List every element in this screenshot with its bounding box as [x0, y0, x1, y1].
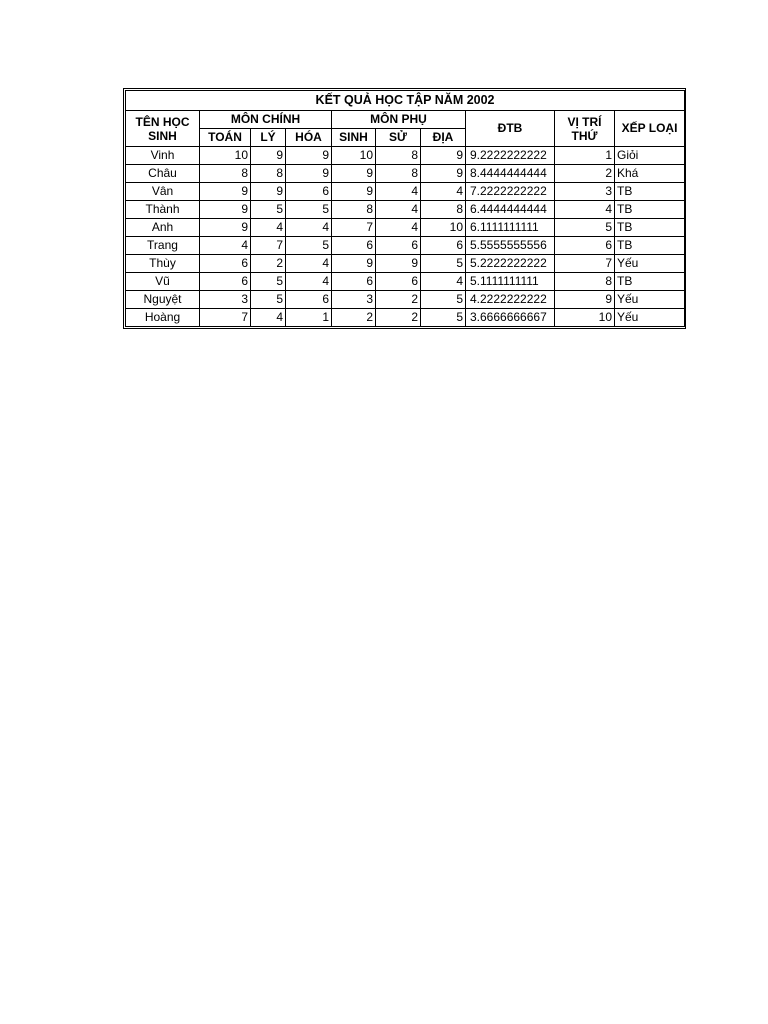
- cell-math: 9: [200, 201, 251, 219]
- cell-history: 6: [376, 273, 421, 291]
- cell-geography: 5: [421, 309, 466, 327]
- cell-average: 9.2222222222: [466, 147, 555, 165]
- cell-biology: 2: [332, 309, 376, 327]
- table-row: [126, 273, 685, 291]
- cell-physics: 4: [251, 309, 286, 327]
- cell-grade: Yếu: [615, 309, 685, 327]
- cell-rank: 10: [555, 309, 615, 327]
- header-student-name-line1: TÊN HỌC: [135, 114, 190, 129]
- cell-chemistry: 4: [286, 255, 332, 273]
- cell-average: 7.2222222222: [466, 183, 555, 201]
- header-grade: XẾP LOẠI: [615, 111, 685, 147]
- header-history: SỬ: [376, 129, 421, 147]
- cell-biology: 6: [332, 273, 376, 291]
- cell-grade: TB: [615, 237, 685, 255]
- cell-biology: 7: [332, 219, 376, 237]
- header-rank-line2: THỨ: [571, 128, 598, 143]
- cell-history: 2: [376, 291, 421, 309]
- cell-math: 7: [200, 309, 251, 327]
- cell-rank: 9: [555, 291, 615, 309]
- header-row-1: [126, 111, 685, 129]
- cell-biology: 9: [332, 183, 376, 201]
- cell-geography: 4: [421, 273, 466, 291]
- cell-name: Hoàng: [126, 309, 200, 327]
- cell-chemistry: 6: [286, 183, 332, 201]
- cell-physics: 7: [251, 237, 286, 255]
- table-row: [126, 201, 685, 219]
- cell-geography: 10: [421, 219, 466, 237]
- cell-rank: 6: [555, 237, 615, 255]
- cell-name: Anh: [126, 219, 200, 237]
- cell-history: 4: [376, 201, 421, 219]
- cell-chemistry: 9: [286, 165, 332, 183]
- title-row: [126, 91, 685, 111]
- cell-chemistry: 9: [286, 147, 332, 165]
- cell-name: Trang: [126, 237, 200, 255]
- cell-geography: 4: [421, 183, 466, 201]
- cell-rank: 4: [555, 201, 615, 219]
- header-geography: ĐỊA: [421, 129, 466, 147]
- table-row: [126, 255, 685, 273]
- cell-grade: TB: [615, 183, 685, 201]
- cell-average: 6.1111111111: [466, 219, 555, 237]
- table-title: KẾT QUẢ HỌC TẬP NĂM 2002: [126, 91, 685, 111]
- cell-grade: Yếu: [615, 291, 685, 309]
- cell-grade: Giỏi: [615, 147, 685, 165]
- header-chemistry: HÓA: [286, 129, 332, 147]
- header-student-name: [126, 111, 200, 147]
- cell-math: 9: [200, 219, 251, 237]
- cell-average: 3.6666666667: [466, 309, 555, 327]
- header-average: ĐTB: [466, 111, 555, 147]
- header-rank-line1: VỊ TRÍ: [567, 114, 602, 129]
- cell-average: 5.5555555556: [466, 237, 555, 255]
- cell-average: 6.4444444444: [466, 201, 555, 219]
- table-row: [126, 237, 685, 255]
- cell-geography: 9: [421, 147, 466, 165]
- cell-history: 8: [376, 147, 421, 165]
- cell-rank: 8: [555, 273, 615, 291]
- cell-geography: 5: [421, 255, 466, 273]
- results-table: [125, 90, 685, 327]
- cell-chemistry: 4: [286, 219, 332, 237]
- cell-history: 2: [376, 309, 421, 327]
- cell-biology: 6: [332, 237, 376, 255]
- cell-biology: 10: [332, 147, 376, 165]
- cell-grade: TB: [615, 219, 685, 237]
- cell-rank: 3: [555, 183, 615, 201]
- cell-grade: Yếu: [615, 255, 685, 273]
- cell-name: Thùy: [126, 255, 200, 273]
- cell-name: Vinh: [126, 147, 200, 165]
- cell-math: 4: [200, 237, 251, 255]
- table-row: [126, 291, 685, 309]
- cell-name: Nguyệt: [126, 291, 200, 309]
- table-row: [126, 147, 685, 165]
- header-biology: SINH: [332, 129, 376, 147]
- cell-rank: 5: [555, 219, 615, 237]
- cell-rank: 7: [555, 255, 615, 273]
- cell-chemistry: 5: [286, 237, 332, 255]
- cell-math: 3: [200, 291, 251, 309]
- table-row: [126, 309, 685, 327]
- cell-name: Vũ: [126, 273, 200, 291]
- cell-history: 4: [376, 219, 421, 237]
- header-main-subjects: MÔN CHÍNH: [200, 111, 332, 129]
- cell-biology: 8: [332, 201, 376, 219]
- cell-math: 10: [200, 147, 251, 165]
- cell-grade: Khá: [615, 165, 685, 183]
- table-body: [126, 147, 685, 327]
- cell-physics: 8: [251, 165, 286, 183]
- cell-grade: TB: [615, 201, 685, 219]
- cell-geography: 9: [421, 165, 466, 183]
- cell-chemistry: 4: [286, 273, 332, 291]
- header-math: TOÁN: [200, 129, 251, 147]
- header-physics: LÝ: [251, 129, 286, 147]
- cell-physics: 2: [251, 255, 286, 273]
- cell-name: Châu: [126, 165, 200, 183]
- cell-math: 6: [200, 273, 251, 291]
- cell-physics: 5: [251, 273, 286, 291]
- cell-geography: 5: [421, 291, 466, 309]
- header-sub-subjects: MÔN PHỤ: [332, 111, 466, 129]
- cell-physics: 5: [251, 201, 286, 219]
- cell-grade: TB: [615, 273, 685, 291]
- cell-math: 6: [200, 255, 251, 273]
- cell-history: 6: [376, 237, 421, 255]
- cell-rank: 1: [555, 147, 615, 165]
- cell-rank: 2: [555, 165, 615, 183]
- cell-chemistry: 6: [286, 291, 332, 309]
- cell-history: 8: [376, 165, 421, 183]
- cell-average: 5.1111111111: [466, 273, 555, 291]
- cell-biology: 9: [332, 165, 376, 183]
- table-row: [126, 183, 685, 201]
- cell-physics: 9: [251, 147, 286, 165]
- cell-biology: 9: [332, 255, 376, 273]
- cell-physics: 9: [251, 183, 286, 201]
- cell-name: Vân: [126, 183, 200, 201]
- cell-geography: 8: [421, 201, 466, 219]
- cell-average: 4.2222222222: [466, 291, 555, 309]
- cell-geography: 6: [421, 237, 466, 255]
- cell-history: 4: [376, 183, 421, 201]
- table-row: [126, 219, 685, 237]
- cell-biology: 3: [332, 291, 376, 309]
- cell-average: 8.4444444444: [466, 165, 555, 183]
- cell-math: 9: [200, 183, 251, 201]
- cell-name: Thành: [126, 201, 200, 219]
- header-student-name-line2: SINH: [148, 128, 177, 143]
- cell-chemistry: 1: [286, 309, 332, 327]
- cell-math: 8: [200, 165, 251, 183]
- results-sheet: [123, 88, 686, 329]
- header-rank: [555, 111, 615, 147]
- cell-physics: 4: [251, 219, 286, 237]
- cell-average: 5.2222222222: [466, 255, 555, 273]
- cell-history: 9: [376, 255, 421, 273]
- cell-chemistry: 5: [286, 201, 332, 219]
- cell-physics: 5: [251, 291, 286, 309]
- table-row: [126, 165, 685, 183]
